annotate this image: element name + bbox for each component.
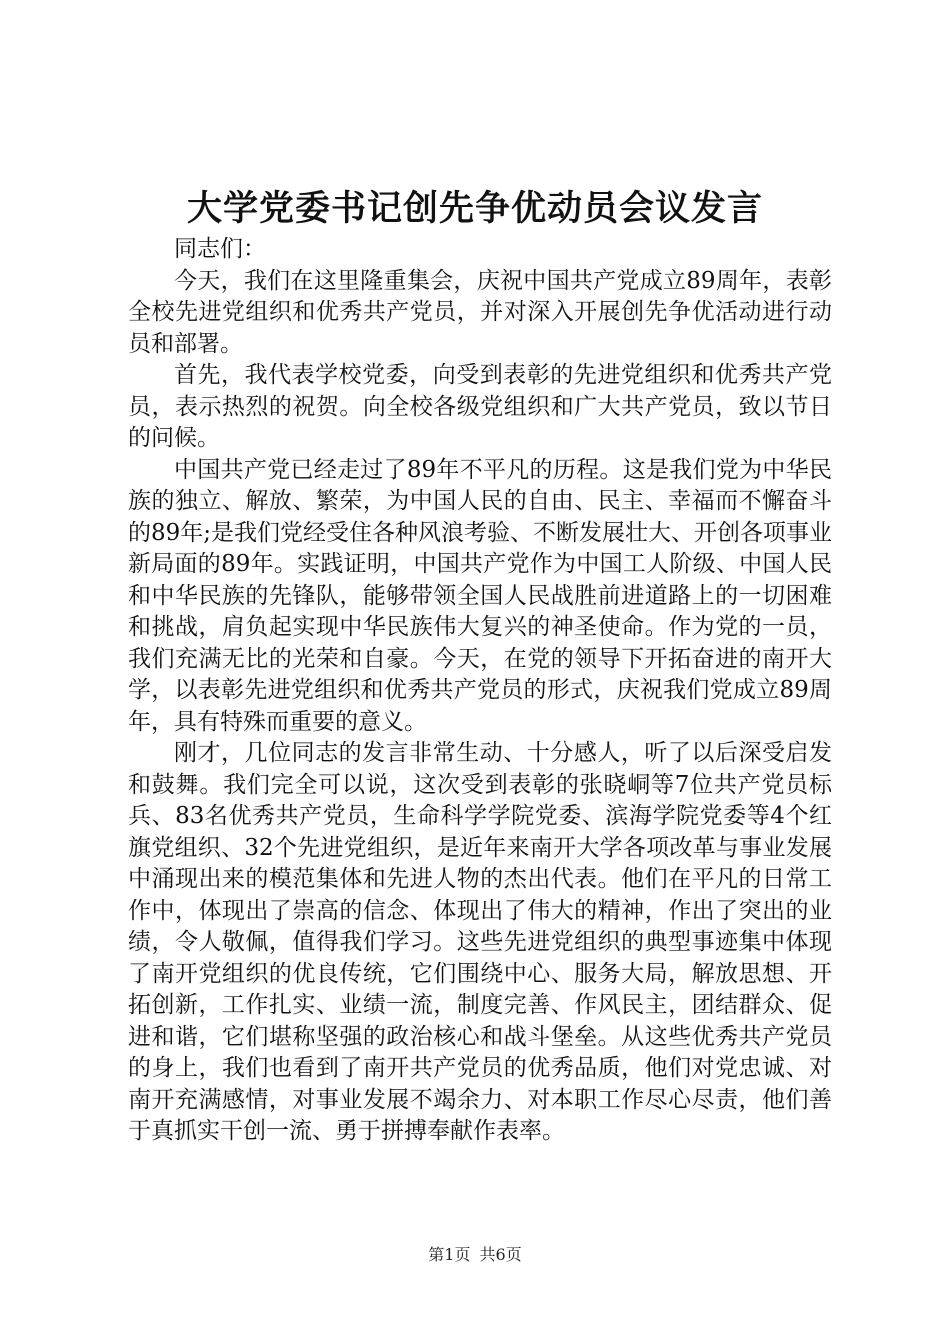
document-body [128, 234, 832, 1148]
paragraph-3: 中国共产党已经走过了89年不平凡的历程。这是我们党为中华民族的独立、解放、繁荣，为中国人民的自由、民主、幸福而不懈奋斗的89年;是我们党经受住各种风浪考验、不断发展壮大、开创各项事业新局面的89年。实践证明，中国共产党作为中国工人阶级、中国人民和中华民族的先锋队，能够带领全国人民战胜前进道路上的一切困难和挑战，肩负起实现中华民族伟大复兴的神圣使命。作为党的一员，我们充满无比的光荣和自豪。今天，在党的领导下开拓奋进的南开大学，以表彰先进党组织和优秀共产党员的形式，庆祝我们党成立89周年，具有特殊而重要的意义。 [128, 456, 833, 735]
salutation: 同志们： [174, 236, 266, 262]
page-number: 第1页 [428, 1245, 471, 1264]
page-total: 共6页 [479, 1245, 522, 1264]
page-footer [0, 1244, 950, 1266]
document-title: 大学党委书记创先争优动员会议发言 [186, 188, 763, 229]
paragraph-4: 刚才，几位同志的发言非常生动、十分感人，听了以后深受启发和鼓舞。我们完全可以说，这次受到表彰的张晓峒等7位共产党员标兵、83名优秀共产党员，生命科学学院党委、滨海学院党委等4个红旗党组织、32个先进党组织，是近年来南开大学各项改革与事业发展中涌现出来的模范集体和先进人物的杰出代表。他们在平凡的日常工作中，体现出了崇高的信念、体现出了伟大的精神，作出了突出的业绩，令人敬佩，值得我们学习。这些先进党组织的典型事迹集中体现了南开党组织的优良传统，它们围绕中心、服务大局，解放思想、开拓创新，工作扎实、业绩一流，制度完善、作风民主，团结群众、促进和谐，它们堪称坚强的政治核心和战斗堡垒。从这些优秀共产党员的身上，我们也看到了南开共产党员的优秀品质，他们对党忠诚、对南开充满感情，对事业发展不竭余力、对本职工作尽心尽责，他们善于真抓实干创一流、勇于拼搏奉献作表率。 [128, 740, 832, 1144]
paragraph-2: 首先，我代表学校党委，向受到表彰的先进党组织和优秀共产党员，表示热烈的祝贺。向全校各级党组织和广大共产党员，致以节日的问候。 [128, 362, 832, 451]
paragraph-1: 今天，我们在这里隆重集会，庆祝中国共产党成立89周年，表彰全校先进党组织和优秀共产党员，并对深入开展创先争优活动进行动员和部署。 [128, 267, 832, 357]
